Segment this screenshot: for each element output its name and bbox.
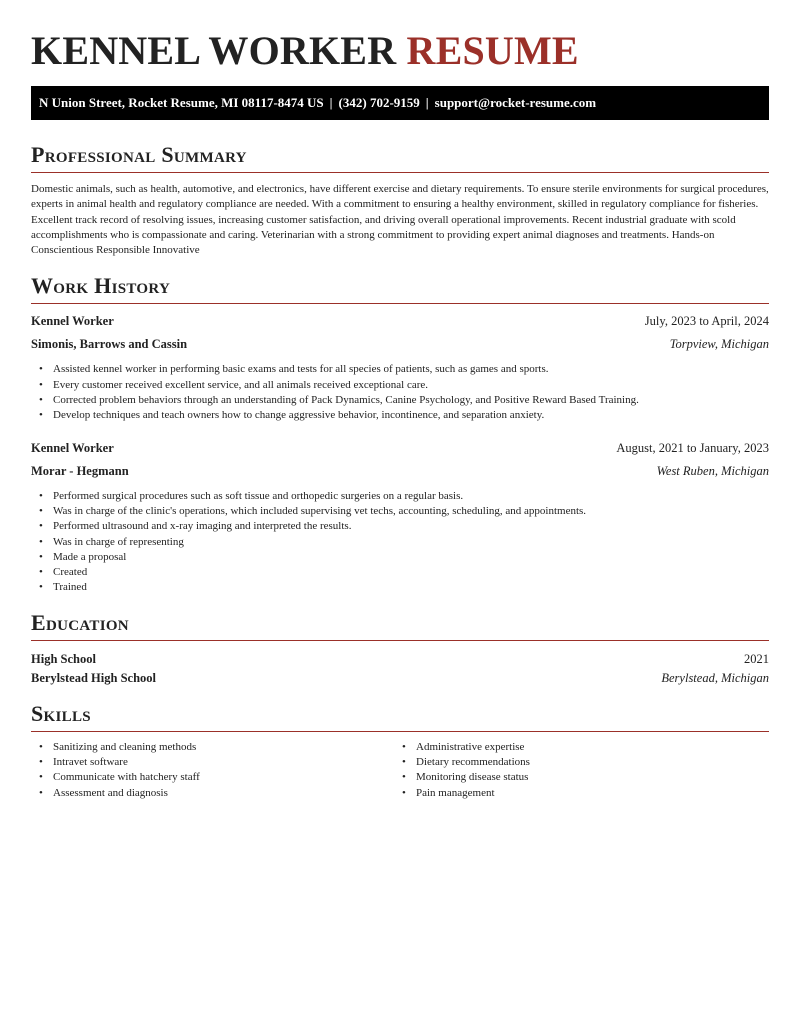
skills-list-left xyxy=(31,740,394,801)
job-dates: August, 2021 to January, 2023 xyxy=(616,440,769,455)
education-school-row xyxy=(31,669,769,687)
job-location: Torpview, Michigan xyxy=(669,337,769,352)
job-company: Simonis, Barrows and Cassin xyxy=(31,337,188,352)
skills-list-right xyxy=(394,740,757,801)
list-item: • Created xyxy=(39,565,769,580)
job-bullet-list xyxy=(31,489,769,596)
job-header-row xyxy=(31,439,769,457)
list-item: • Was in charge of the clinic's operations, which included supervising vet techs, accounting, scheduling, and appointments. xyxy=(39,504,769,519)
summary-text: Domestic animals, such as health, automotive, and electronics, have different exercise and dietary requirements. To ensure sterile environments for surgical procedures, experts in animal health and regulatory compliance are needed. With a commitment to ensuring a healthy environment, skilled in regulatory compliance for fisheries. Excellent track record of resolving issues, increasing customer satisfaction, and driving overall operational improvements. Recent industrial graduate with scold accomplishments who is compassionate and caring. Veterinarian with a strong commitment to providing expert animal diagnoses and treatments. Hands-on Conscientious Responsible Innovative xyxy=(31,183,769,257)
list-item: • Dietary recommendations xyxy=(402,755,757,770)
list-item: • Develop techniques and teach owners how to change aggressive behavior, incontinence, and separation anxiety. xyxy=(39,408,769,423)
list-item: • Administrative expertise xyxy=(402,740,757,755)
name-text: KENNEL WORKER xyxy=(31,28,397,73)
list-item: • Was in charge of representing xyxy=(39,535,769,550)
contact-address: N Union Street, Rocket Resume, MI 08117-8474 US xyxy=(39,95,324,110)
list-item: • Performed surgical procedures such as soft tissue and orthopedic surgeries on a regular basis. xyxy=(39,489,769,504)
list-item: • Performed ultrasound and x-ray imaging and interpreted the results. xyxy=(39,519,769,534)
education-header-row xyxy=(31,650,769,668)
job-title: Kennel Worker xyxy=(31,440,114,455)
job-company: Morar - Hegmann xyxy=(31,463,129,478)
job-entry xyxy=(31,312,769,423)
skills-columns xyxy=(31,740,769,801)
section-heading-skills: Skills xyxy=(31,701,769,732)
list-item: • Assisted kennel worker in performing basic exams and tests for all species of patients, such as games and sports. xyxy=(39,362,769,377)
list-item: • Monitoring disease status xyxy=(402,770,757,785)
list-item: • Corrected problem behaviors through an understanding of Pack Dynamics, Canine Psychology, and Positive Reward Based Training. xyxy=(39,393,769,408)
education-location: Berylstead, Michigan xyxy=(661,670,769,685)
contact-separator: | xyxy=(425,95,429,110)
job-header-row xyxy=(31,312,769,330)
education-year: 2021 xyxy=(744,651,769,666)
job-dates: July, 2023 to April, 2024 xyxy=(644,314,769,329)
list-item: • Assessment and diagnosis xyxy=(39,786,394,801)
list-item: • Sanitizing and cleaning methods xyxy=(39,740,394,755)
section-heading-education: Education xyxy=(31,610,769,641)
list-item: • Trained xyxy=(39,580,769,595)
job-title: Kennel Worker xyxy=(31,314,114,329)
job-entry xyxy=(31,439,769,596)
section-heading-work-history: Work History xyxy=(31,273,769,304)
list-item: • Pain management xyxy=(402,786,757,801)
contact-separator: | xyxy=(329,95,333,110)
contact-email[interactable]: support@rocket-resume.com xyxy=(434,95,597,110)
resume-title xyxy=(31,29,769,73)
education-entry xyxy=(31,650,769,687)
list-item: • Intravet software xyxy=(39,755,394,770)
list-item: • Made a proposal xyxy=(39,550,769,565)
job-location: West Ruben, Michigan xyxy=(656,463,769,478)
title-accent-text: RESUME xyxy=(406,28,579,73)
education-school: Berylstead High School xyxy=(31,670,157,685)
education-degree: High School xyxy=(31,651,96,666)
section-heading-summary: Professional Summary xyxy=(31,142,769,173)
list-item: • Communicate with hatchery staff xyxy=(39,770,394,785)
job-company-row xyxy=(31,462,769,480)
contact-phone: (342) 702-9159 xyxy=(338,95,420,110)
job-bullet-list xyxy=(31,362,769,423)
list-item: • Every customer received excellent service, and all animals received exceptional care. xyxy=(39,378,769,393)
job-company-row xyxy=(31,335,769,353)
contact-bar xyxy=(31,86,769,120)
